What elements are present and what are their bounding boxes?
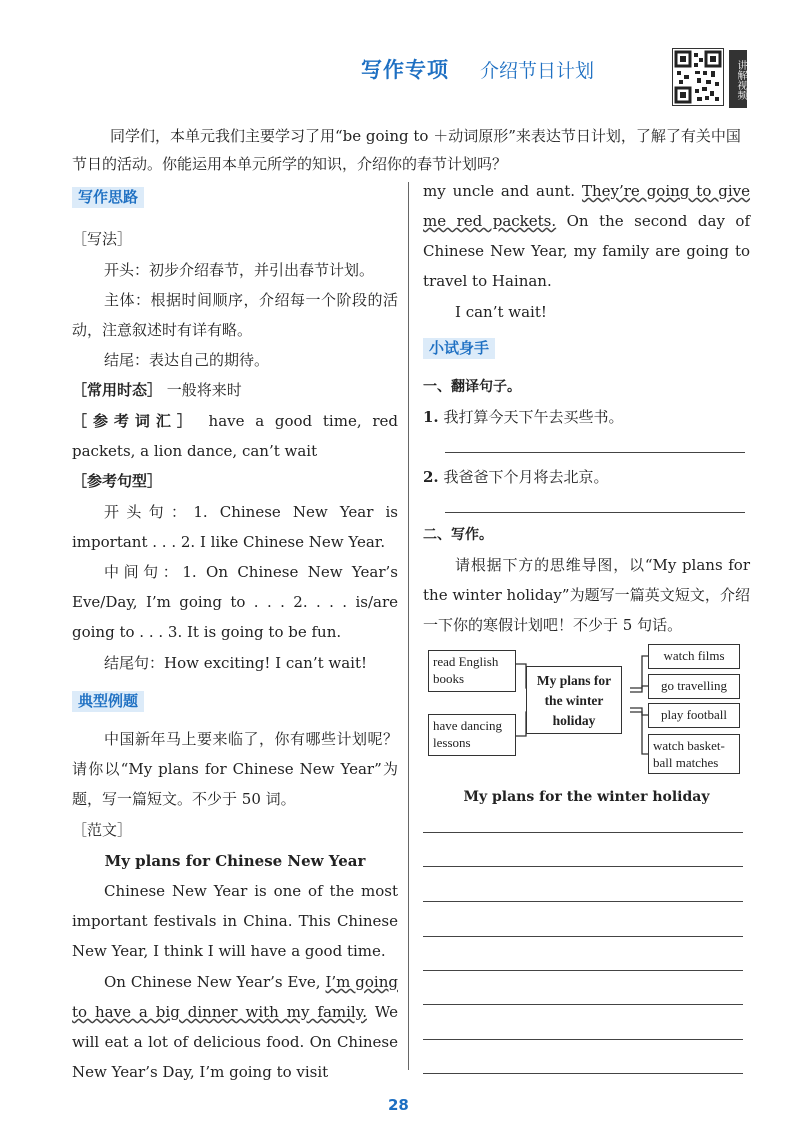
tense-value: 一般将来时 — [166, 381, 242, 399]
essay-cont-end: On the second day of Chinese New Year, my family are going to travel to Hainan. — [423, 212, 750, 290]
qr-label: 讲解视频 — [729, 50, 747, 108]
writing-line[interactable] — [423, 1073, 743, 1074]
tense-row — [72, 375, 398, 405]
sentence-label: ［参考句型］ — [72, 472, 163, 490]
tense-label: ［常用时态］ — [72, 381, 163, 399]
essay-p2-end: We will eat a lot of delicious food. On Chinese New Year’s Day, I’m going to visit — [72, 1003, 398, 1081]
vocab-label: ［参考词汇］ — [72, 412, 198, 430]
mind-map-node-dancing-lessons: have dancing lessons — [428, 714, 516, 756]
mind-map-center-node: My plans for the winter holiday — [526, 666, 622, 734]
part-1-heading: 一、翻译句子。 — [423, 379, 521, 395]
qr-code-icon[interactable] — [672, 48, 724, 106]
writing-task: 请根据下方的思维导图，以“My plans for the winter holiday”为题写一篇英文短文，介绍一下你的寒假计划吧！不少于 5 句话。 — [423, 556, 750, 634]
middle-sentences: 中间句：1. On Chinese New Year’s Eve/Day, I’m going to . . . 2. . . . is/are going to . . . 3. It is going to be fun. — [72, 563, 398, 641]
body-method: 主体：根据时间顺序，介绍每一个阶段的活动，注意叙述时有详有略。 — [72, 291, 398, 339]
page-title: 写作专项 — [361, 58, 449, 82]
mind-map-node-watch-films: watch films — [648, 644, 740, 669]
typical-example-heading-wrap — [72, 690, 144, 711]
opening-method: 开头：初步介绍春节，并引出春节计划。 — [104, 261, 375, 279]
example-task: 中国新年马上要来临了，你有哪些计划呢？请你以“My plans for Chinese New Year”为题，写一篇短文。不少于 50 词。 — [72, 730, 398, 808]
mind-map-node-basketball-matches: watch basket-ball matches — [648, 734, 740, 774]
question-2-text: 我爸爸下个月将去北京。 — [443, 468, 609, 486]
answer-line-2[interactable] — [445, 512, 745, 513]
writing-title: My plans for the winter holiday — [463, 789, 710, 805]
ending-method: 结尾：表达自己的期待。 — [104, 351, 270, 369]
intro-text: 同学们，本单元我们主要学习了用“be going to ＋动词原形”来表达节日计划，了解了有关中国节日的活动。你能运用本单元所学的知识，介绍你的春节计划吗？ — [72, 127, 741, 173]
section-heading-typical-example: 典型例题 — [72, 691, 144, 712]
model-essay-ending: I can’t wait! — [455, 303, 547, 321]
vocab-value: have a good time, red packets, a lion dance, can’t wait — [72, 412, 398, 460]
writing-line[interactable] — [423, 866, 743, 867]
model-essay-paragraph-2 — [72, 967, 398, 1087]
mind-map-node-read-english-books: read English books — [428, 650, 516, 692]
writing-line[interactable] — [423, 1039, 743, 1040]
model-essay-label: ［范文］ — [72, 821, 133, 839]
left-column — [72, 186, 398, 207]
essay-p2-underlined: I’m going to have a big dinner with my family. — [72, 973, 398, 1021]
mind-map-node-go-travelling: go travelling — [648, 674, 740, 699]
section-heading-writing-ideas: 写作思路 — [72, 187, 144, 208]
question-1 — [423, 402, 750, 432]
writing-line[interactable] — [423, 901, 743, 902]
question-2 — [423, 462, 750, 492]
try-it-heading-wrap — [423, 337, 495, 358]
model-essay-continued — [423, 176, 750, 296]
question-2-number: 2. — [423, 468, 439, 486]
writing-line[interactable] — [423, 970, 743, 971]
method-label: ［写法］ — [72, 230, 133, 248]
mind-map-node-play-football: play football — [648, 703, 740, 728]
answer-line-1[interactable] — [445, 452, 745, 453]
essay-p2-start: On Chinese New Year’s Eve, — [104, 973, 326, 991]
page-subtitle: 介绍节日计划 — [480, 60, 595, 82]
model-essay-title: My plans for Chinese New Year — [104, 852, 366, 870]
column-divider — [408, 182, 409, 1070]
opening-sentences: 开头句：1. Chinese New Year is important . . . 2. I like Chinese New Year. — [72, 503, 398, 551]
essay-cont-start: my uncle and aunt. — [423, 182, 582, 200]
vocab-row — [72, 406, 398, 466]
writing-line[interactable] — [423, 936, 743, 937]
writing-line[interactable] — [423, 1004, 743, 1005]
essay-cont-underlined: They’re going to give me red packets. — [423, 182, 751, 230]
ending-sentences: 结尾句：How exciting! I can’t wait! — [104, 654, 368, 672]
writing-line[interactable] — [423, 832, 743, 833]
question-1-number: 1. — [423, 408, 439, 426]
model-essay-paragraph-1: Chinese New Year is one of the most important festivals in China. This Chinese New Year, I think I will have a good time. — [72, 882, 398, 960]
part-2-heading: 二、写作。 — [423, 527, 493, 543]
section-heading-try-it: 小试身手 — [423, 338, 495, 359]
page-number: 28 — [388, 1096, 409, 1114]
question-1-text: 我打算今天下午去买些书。 — [443, 408, 624, 426]
